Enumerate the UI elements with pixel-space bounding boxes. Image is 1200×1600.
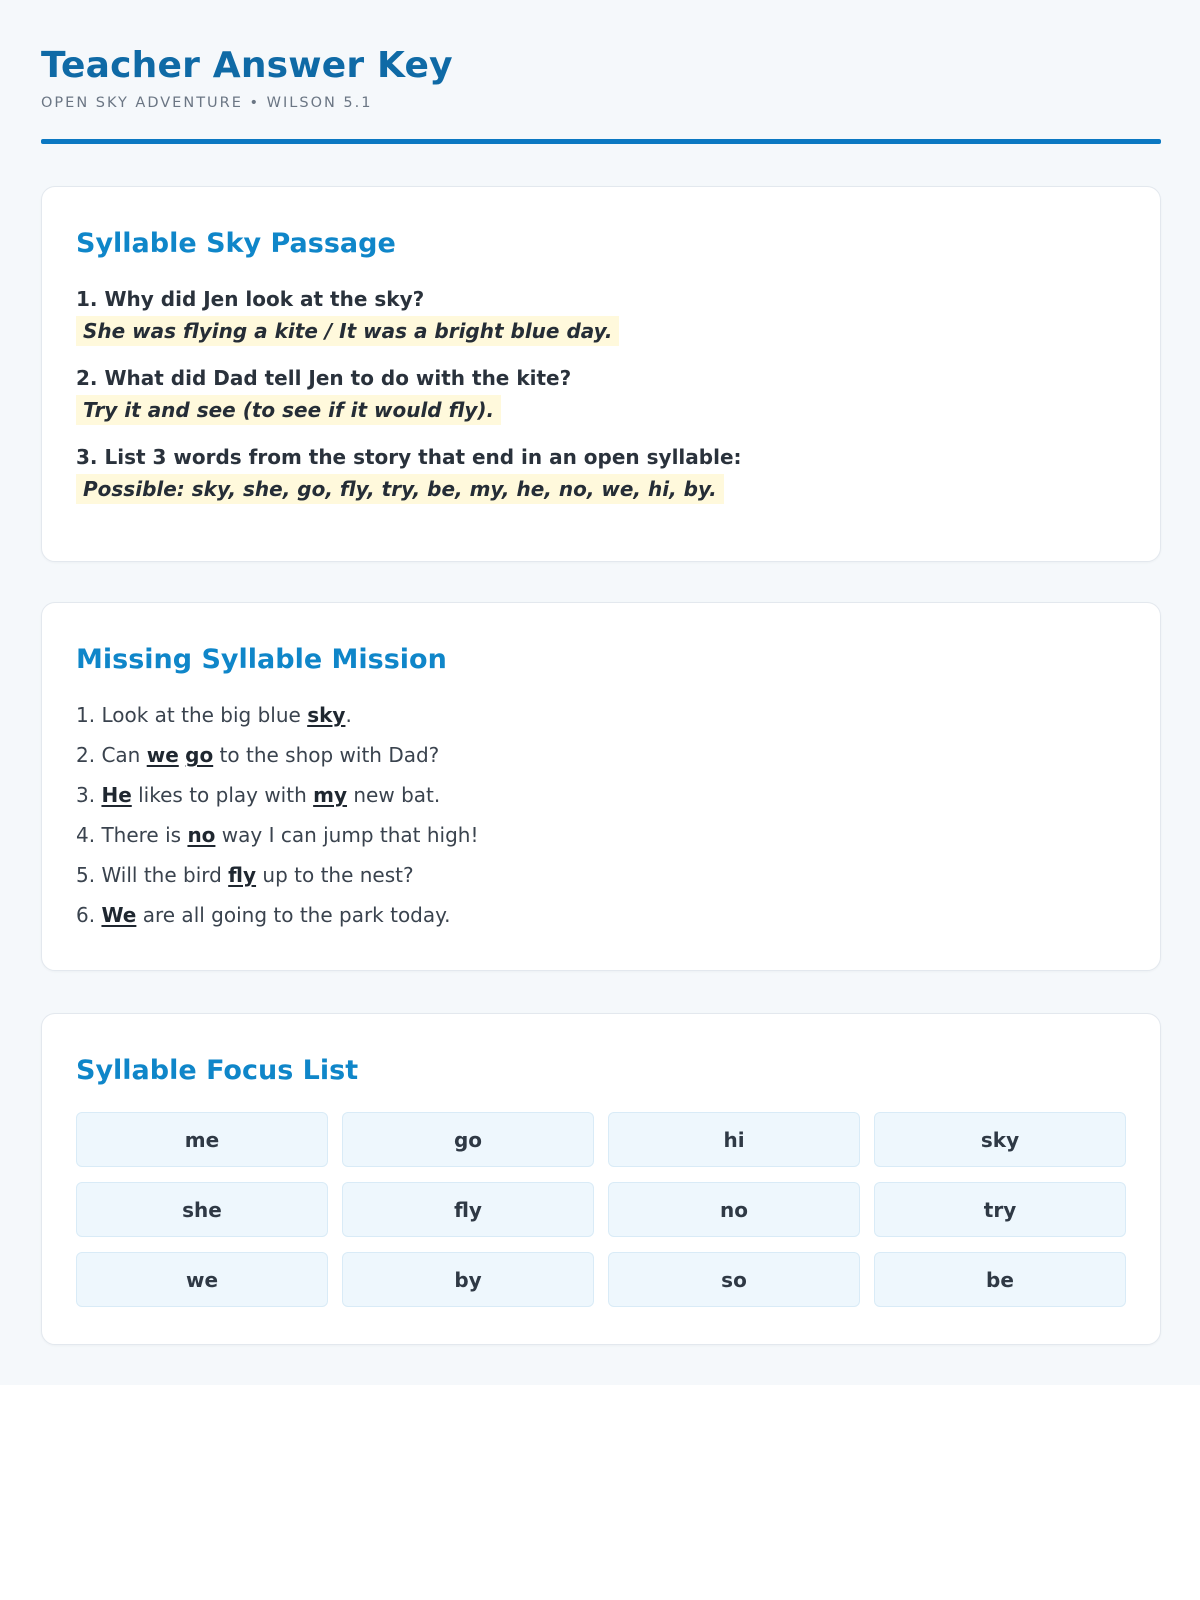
answer-text: Try it and see (to see if it would fly). <box>76 395 501 425</box>
page-header <box>41 44 1161 112</box>
answer-word: go <box>185 743 214 767</box>
sentence-number: 6. <box>76 903 96 927</box>
sentence-number: 1. <box>76 703 96 727</box>
sentence-text: up to the nest? <box>256 863 414 887</box>
word-chip: go <box>342 1112 594 1167</box>
sentence-number: 3. <box>76 783 96 807</box>
question-text: 1. Why did Jen look at the sky? <box>76 287 425 311</box>
sentence-number: 2. <box>76 743 96 767</box>
word-chip: we <box>76 1252 328 1307</box>
mission-title: Missing Syllable Mission <box>76 644 447 675</box>
answer-word: no <box>187 823 216 847</box>
word-chip: be <box>874 1252 1126 1307</box>
question-block <box>76 443 1126 504</box>
header-divider <box>41 139 1161 144</box>
word-chip: fly <box>342 1182 594 1237</box>
answer-text: She was flying a kite / It was a bright blue day. <box>76 316 619 346</box>
focus-card <box>41 1013 1161 1345</box>
word-chip: hi <box>608 1112 860 1167</box>
sentence-text: Can <box>95 743 147 767</box>
sentence-text: way I can jump that high! <box>215 823 479 847</box>
page-subtitle: OPEN SKY ADVENTURE • WILSON 5.1 <box>41 95 373 111</box>
word-chip: so <box>608 1252 860 1307</box>
mission-sentence <box>76 741 1126 769</box>
question-block <box>76 285 1126 346</box>
sentence-text: . <box>345 703 352 727</box>
answer-word: my <box>313 783 348 807</box>
mission-sentence <box>76 821 1126 849</box>
answer-word: We <box>101 903 137 927</box>
sentence-text: Look at the big blue <box>95 703 308 727</box>
sentence-number: 5. <box>76 863 96 887</box>
word-chip: no <box>608 1182 860 1237</box>
answer-word: sky <box>307 703 346 727</box>
mission-sentence <box>76 781 1126 809</box>
answer-word: fly <box>228 863 257 887</box>
focus-title: Syllable Focus List <box>76 1055 359 1086</box>
sentence-text: likes to play with <box>131 783 314 807</box>
question-text: 2. What did Dad tell Jen to do with the kite? <box>76 366 572 390</box>
question-block <box>76 364 1126 425</box>
word-chip: sky <box>874 1112 1126 1167</box>
sentence-text: There is <box>95 823 188 847</box>
word-chip: she <box>76 1182 328 1237</box>
answer-word: we <box>146 743 179 767</box>
sentence-number: 4. <box>76 823 96 847</box>
sentence-text: Will the bird <box>95 863 229 887</box>
question-text: 3. List 3 words from the story that end in an open syllable: <box>76 445 742 469</box>
mission-sentence <box>76 901 1126 929</box>
page-title: Teacher Answer Key <box>41 45 453 86</box>
mission-sentence <box>76 701 1126 729</box>
answer-word: He <box>101 783 132 807</box>
word-chip: by <box>342 1252 594 1307</box>
passage-title: Syllable Sky Passage <box>76 228 396 259</box>
mission-card <box>41 602 1161 971</box>
sentence-text: new bat. <box>347 783 441 807</box>
mission-sentence <box>76 861 1126 889</box>
word-grid <box>76 1112 1126 1307</box>
sentence-text: are all going to the park today. <box>136 903 451 927</box>
word-chip: try <box>874 1182 1126 1237</box>
passage-card <box>41 186 1161 562</box>
answer-text: Possible: sky, she, go, fly, try, be, my, he, no, we, hi, by. <box>76 474 724 504</box>
sentence-text: to the shop with Dad? <box>213 743 440 767</box>
word-chip: me <box>76 1112 328 1167</box>
